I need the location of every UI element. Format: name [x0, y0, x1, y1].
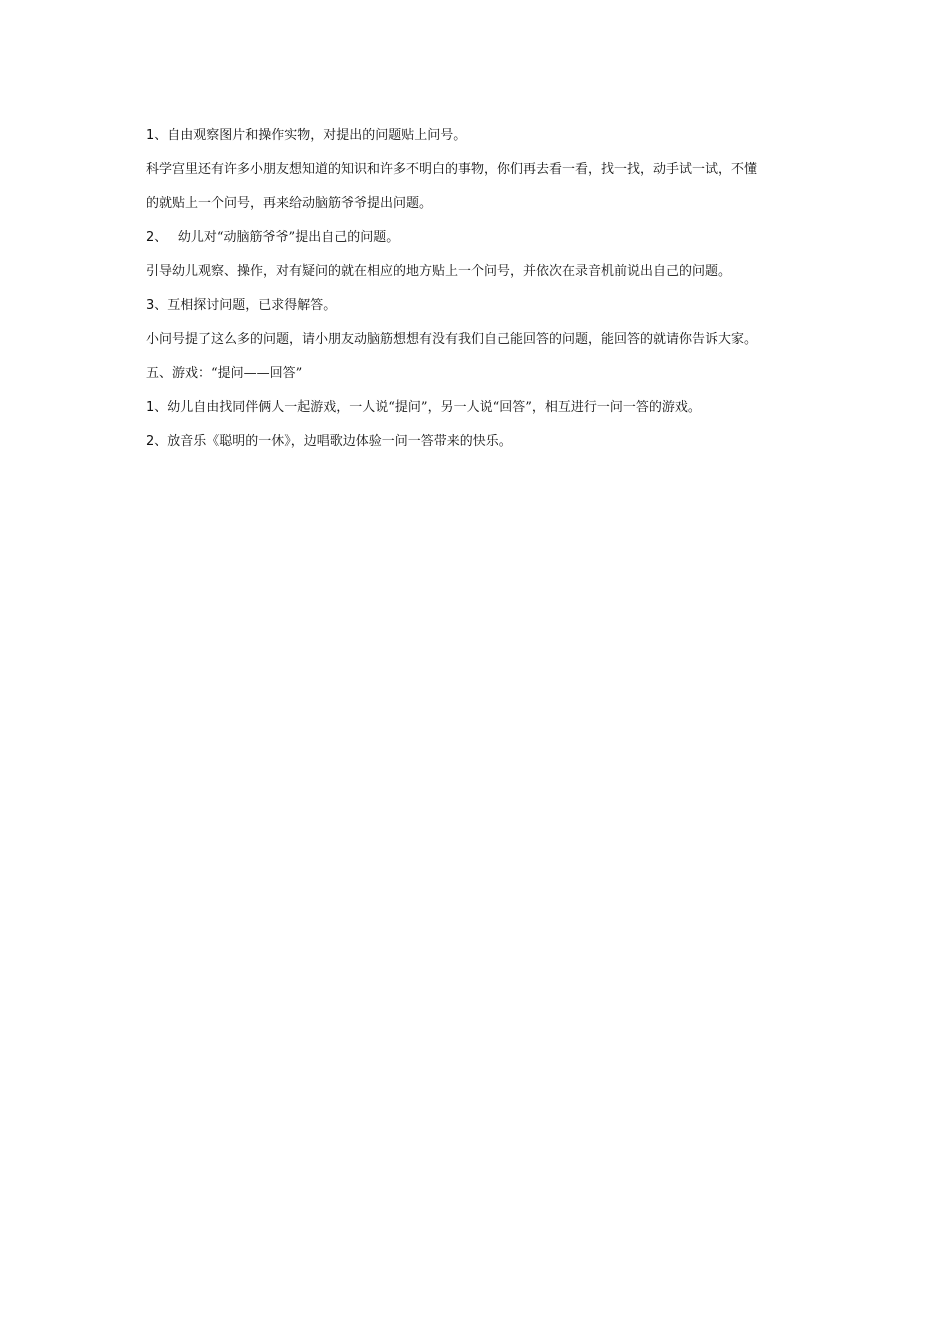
paragraph-text: 小问号提了这么多的问题，请小朋友动脑筋想想有没有我们自己能回答的问题，能回答的就请你告诉大家。: [146, 332, 758, 347]
section-heading-game: [146, 364, 816, 384]
document-body: [146, 126, 816, 452]
step-number: 3: [146, 298, 155, 313]
paragraph-step-3: [146, 296, 816, 316]
step-number: 1: [146, 400, 155, 415]
paragraph-text: 、幼儿自由找同伴俩人一起游戏，一人说“提问”，另一人说“回答”，相互进行一问一答的游戏。: [154, 400, 701, 415]
paragraph-questions: [146, 330, 816, 350]
step-number: 1: [146, 128, 155, 143]
paragraph-text: 、 幼儿对“动脑筋爷爷”提出自己的问题。: [154, 230, 400, 245]
paragraph-step-2: [146, 228, 816, 248]
step-number: 2: [146, 434, 155, 449]
paragraph-game-step-1: [146, 398, 816, 418]
paragraph-science-palace-continued: [146, 194, 816, 214]
paragraph-text: 、自由观察图片和操作实物，对提出的问题贴上问号。: [154, 128, 467, 143]
paragraph-guide: [146, 262, 816, 282]
paragraph-text: 引导幼儿观察、操作，对有疑问的就在相应的地方贴上一个问号，并依次在录音机前说出自己的问题。: [146, 264, 732, 279]
step-number: 2: [146, 230, 155, 245]
paragraph-step-1: [146, 126, 816, 146]
paragraph-science-palace: [146, 160, 816, 180]
paragraph-game-step-2: [146, 432, 816, 452]
paragraph-text: 科学宫里还有许多小朋友想知道的知识和许多不明白的事物，你们再去看一看，找一找，动手试一试，不懂: [146, 162, 758, 177]
paragraph-text: 、放音乐《聪明的一休》，边唱歌边体验一问一答带来的快乐。: [154, 434, 512, 449]
paragraph-text: 的就贴上一个问号，再来给动脑筋爷爷提出问题。: [146, 196, 433, 211]
heading-text: 五、游戏：“提问——回答”: [146, 366, 303, 381]
paragraph-text: 、互相探讨问题，已求得解答。: [154, 298, 337, 313]
